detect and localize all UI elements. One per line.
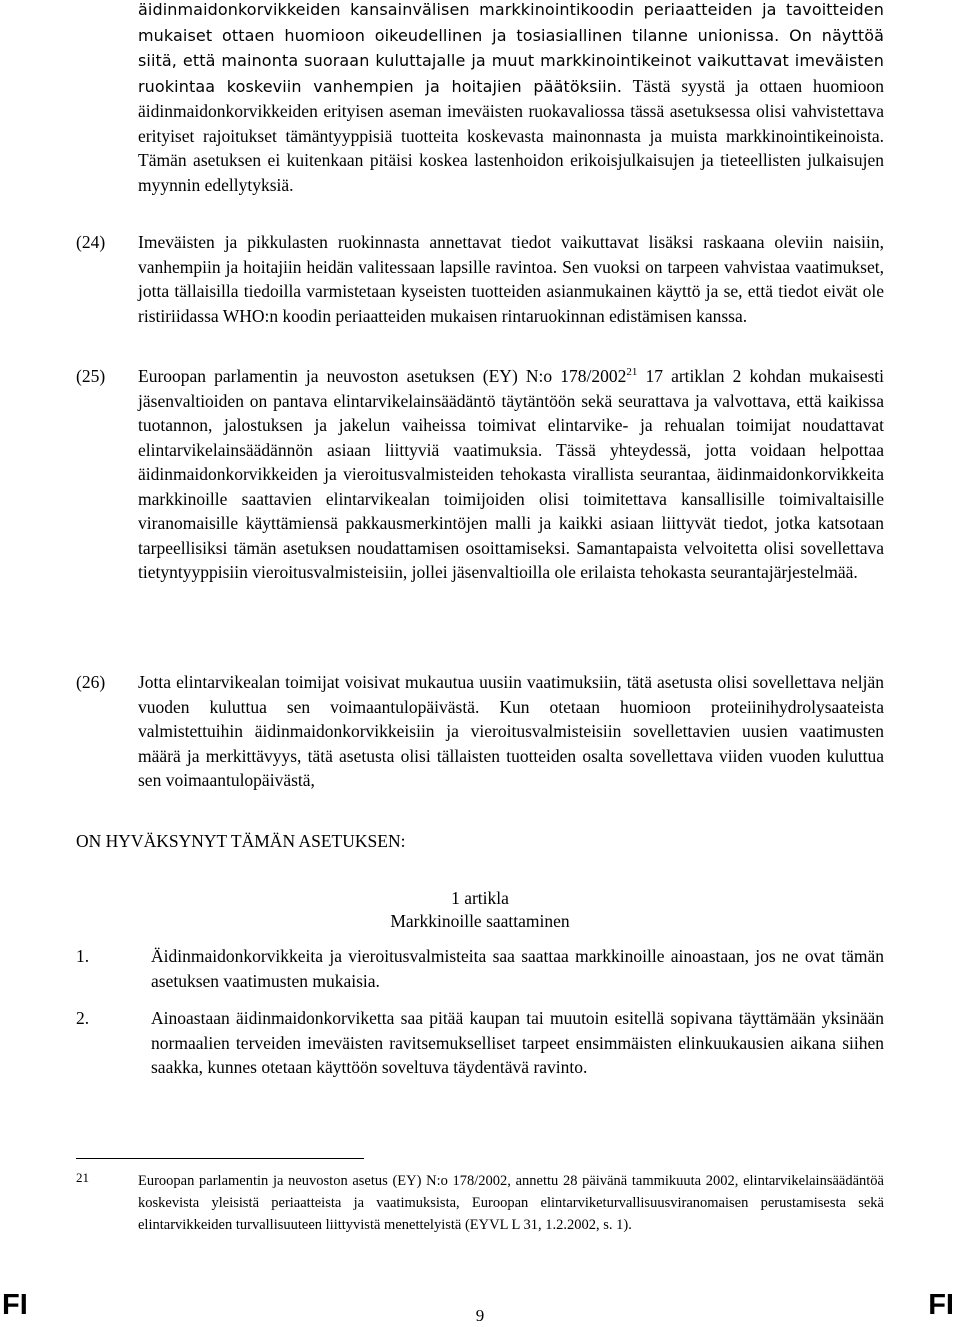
recital-25-text-after: 17 artiklan 2 kohdan mukaisesti jäsenvaltioiden on pantava elintarvikelainsäädäntö täytäntöön sekä seurattava ja valvottava, että kaikissa tuotannon, jalostuksen ja jakelun vaiheissa toimivat elintarvike- ja rehualan toimijat noudattavat elintarvikelainsäädännön asiaan liittyviä vaatimuksia. Tässä yhteydessä, jotta voidaan helpottaa äidinmaidonkorvikkeiden ja vieroitusvalmisteiden tehokasta virallista seurantaa, äidinmaidonkorvikkeita markkinoille saattavien elintarvikealan toimijoiden olisi toimitettava kansallisille toimivaltaisille viranomaisille käyttämiensä pakkausmerkintöjen malli ja kaikki asiaan liittyvät tiedot, jotka katsotaan tarpeellisiksi tämän asetuksen noudattamisen osoittamiseksi. Samantapaista velvoitetta olisi sovellettava tietyntyyppisiin vieroitusvalmisteisiin, jollei jäsenvaltioilla ole erilaista tehokasta seurantajärjestelmää. [138,366,884,582]
article-item-text-2: Ainoastaan äidinmaidonkorviketta saa pitää kaupan tai muutoin esitellä sopivana täyttämään yksinään normaalien terveiden imeväisten ravitsemukselliset tarpeet ensimmäisten elinkuukausien aikana siihen saakka, kunnes otetaan käyttöön soveltuva täydentävä ravinto. [151,1008,884,1077]
intro-paragraph-part1: äidinmaidonkorvikkeiden kansainvälisen markkinointikoodin periaatteiden ja tavoitteiden mukaiset ottaen huomioon oikeudellinen ja tosiasiallinen tilanne unionissa. On näyttöä siitä, että mainonta suoraan kuluttajalle ja muut markkinointikeinot vaikuttavat imeväisten ruokintaa koskeviin vanhempien ja hoitajien päätöksiin. [138,0,884,96]
recital-number-26: (26) [76,672,106,692]
recital-text-26: Jotta elintarvikealan toimijat voisivat mukautua uusiin vaatimuksiin, tätä asetusta olisi sovellettava neljän vuoden kuluttua sen voimaantulopäivästä. Kun otetaan huomioon proteiinihydrolysaateista valmistettuihin äidinmaidonkorvikkeisiin ja vieroitusvalmisteisiin sovellettavien uusien vaatimusten määrä ja merkittävyys, tätä asetusta olisi tällaisten tuotteiden osalta sovellettava viiden vuoden kuluttua sen voimaantulopäivästä, [138,672,884,790]
article-title: Markkinoille saattaminen [390,911,570,931]
article-number: 1 artikla [451,888,509,908]
article-item-number-1: 1. [76,946,90,966]
article-item-number-2: 2. [76,1008,90,1028]
recital-number-25: (25) [76,366,106,386]
language-code-right: FI [928,1289,954,1321]
language-code-left: FI [2,1289,28,1321]
recital-text-25 [138,364,884,585]
footnote-separator [76,1158,364,1159]
intro-paragraph [138,0,884,197]
footnote-reference[interactable]: 21 [626,366,638,378]
intro-paragraph-part2: Tästä syystä ja ottaen huomioon äidinmaidonkorvikkeiden erityisen aseman imeväisten ruokavaliossa tässä asetuksessa olisi vahvistettava erityiset rajoitukset tämäntyyppisiä tuotteita koskevasta mainonnasta ja muista markkinointikeinoista. Tämän asetuksen ei kuitenkaan pitäisi koskea lastenhoidon erikoisjulkaisujen ja tieteellisten julkaisujen myynnin edellytyksiä. [138,75,884,195]
footnote-number: 21 [76,1170,89,1185]
recital-number-24: (24) [76,232,106,252]
recital-text-24: Imeväisten ja pikkulasten ruokinnasta annettavat tiedot vaikuttavat lisäksi raskaana oleviin naisiin, vanhempiin ja hoitajiin heidän valitessaan lapsille ravintoa. Sen vuoksi on tarpeen vahvistaa vaatimukset, jotta tällaisilla tiedoilla varmistetaan kyseisten tuotteiden asianmukainen käyttö ja se, että tiedot eivät ole ristiriidassa WHO:n koodin periaatteiden mukaisen rintaruokinnan edistämisen kanssa. [138,232,884,326]
recital-25-text-before: Euroopan parlamentin ja neuvoston asetuksen (EY) N:o 178/2002 [138,366,627,386]
article-item-text-1: Äidinmaidonkorvikkeita ja vieroitusvalmisteita saa saattaa markkinoille ainoastaan, jos ne ovat tämän asetuksen vaatimusten mukaisia. [151,946,884,991]
page-number: 9 [475,1306,485,1325]
adoption-statement: ON HYVÄKSYNYT TÄMÄN ASETUKSEN: [76,831,406,851]
footnote-text: Euroopan parlamentin ja neuvoston asetus (EY) N:o 178/2002, annettu 28 päivänä tammikuuta 2002, elintarvikelainsäädäntöä koskevista yleisistä periaatteista ja vaatimuksista, Euroopan elintarviketurvallisuusviranomaisen perustamisesta sekä elintarvikkeiden turvallisuuteen liittyvistä menettelyistä (EYVL L 31, 1.2.2002, s. 1). [138,1173,884,1233]
